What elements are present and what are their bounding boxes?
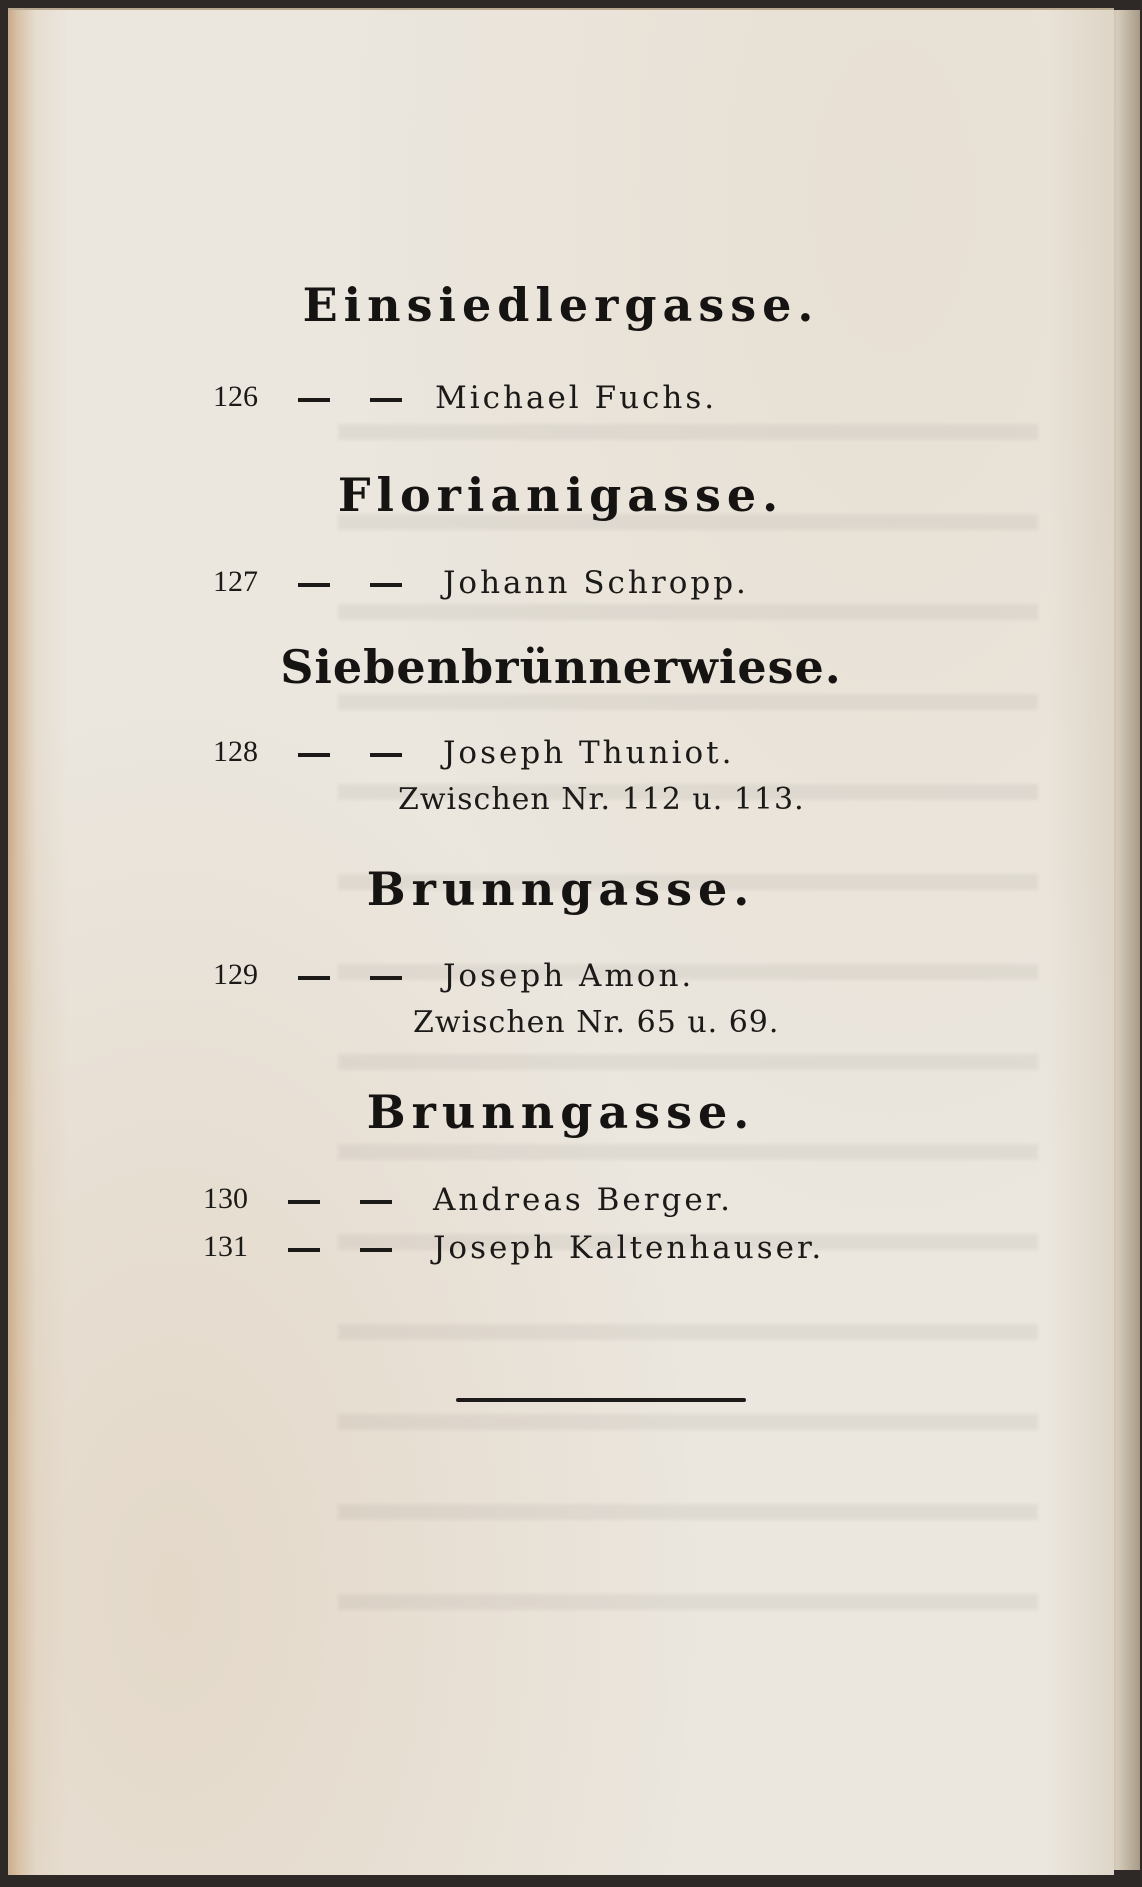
- page-content: [8, 10, 1114, 1875]
- owner-name: Michael Fuchs.: [435, 380, 718, 416]
- dash: [298, 583, 330, 587]
- dash: [360, 1200, 392, 1204]
- house-number: 128: [213, 735, 258, 768]
- house-number: 130: [203, 1182, 248, 1215]
- dash: [298, 753, 330, 757]
- list-item: [213, 958, 813, 998]
- dash: [288, 1200, 320, 1204]
- dash: [298, 976, 330, 980]
- section-heading: Einsiedlergasse.: [302, 278, 820, 332]
- owner-name: Joseph Kaltenhauser.: [433, 1230, 825, 1266]
- list-item: [213, 380, 813, 420]
- list-item: [203, 1230, 863, 1270]
- owner-name: Johann Schropp.: [443, 565, 749, 601]
- owner-name: Joseph Thuniot.: [443, 735, 735, 771]
- owner-name: Andreas Berger.: [433, 1182, 734, 1218]
- dash: [370, 753, 402, 757]
- list-item: [203, 1182, 823, 1222]
- section-heading: Brunngasse.: [366, 1085, 756, 1139]
- house-number: 126: [213, 380, 258, 413]
- section-heading: Brunngasse.: [366, 862, 756, 916]
- dash: [288, 1248, 320, 1252]
- house-number: 129: [213, 958, 258, 991]
- dash: [298, 398, 330, 402]
- section-heading: Siebenbrünnerwiese.: [280, 640, 842, 694]
- dash: [370, 976, 402, 980]
- list-item: [213, 565, 813, 605]
- dash: [370, 583, 402, 587]
- dash: [360, 1248, 392, 1252]
- location-note: Zwischen Nr. 112 u. 113.: [398, 782, 805, 817]
- dash: [370, 398, 402, 402]
- house-number: 127: [213, 565, 258, 598]
- closing-rule: [456, 1398, 746, 1402]
- list-item: [213, 735, 813, 775]
- section-heading: Florianigasse.: [337, 468, 785, 522]
- location-note: Zwischen Nr. 65 u. 69.: [413, 1005, 780, 1040]
- book-page: [8, 8, 1114, 1875]
- owner-name: Joseph Amon.: [443, 958, 695, 994]
- house-number: 131: [203, 1230, 248, 1263]
